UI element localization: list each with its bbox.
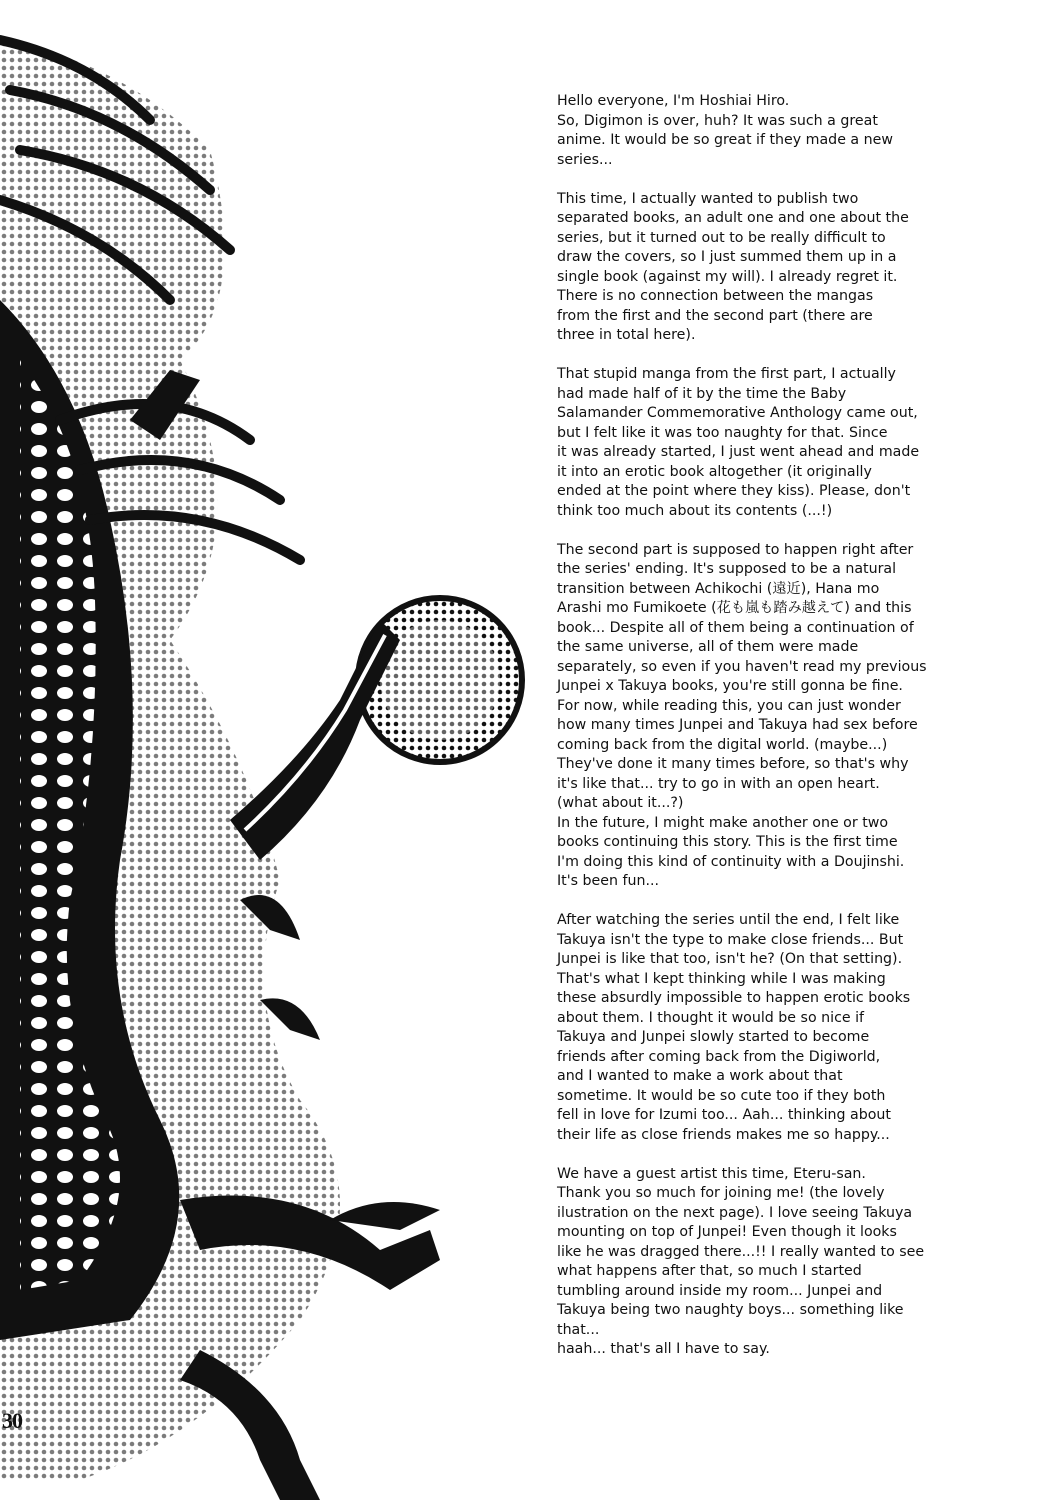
paragraph-second-part: The second part is supposed to happen right after the series' ending. It's supposed to be a natural transition between Achikochi (遠近), Hana mo Arashi mo Fumikoete (花も嵐も踏み越えて) and this book... Despite all of them being a continuation of the same universe, all of them were made separately, so even if you haven't read my previous Junpei x Takuya books, you're still gonna be fine. For now, while reading this, you can just wonder how many times Junpei and Takuya had sex before coming back from the digital world. (maybe...) They've done it many times before, so that's why it's like that... try to go in with an open heart. (what about it...?) [557,541,927,811]
greeting: Hello everyone, I'm Hoshiai Hiro. [557,93,790,109]
paragraph-intro: So, Digimon is over, huh? It was such a great anime. It would be so great if they made a new series... [557,112,893,168]
page-number: 30 [2,1408,22,1433]
paragraph-future: In the future, I might make another one or two books continuing this story. This is the first time I'm doing this kind of continuity with a Doujinshi. It's been fun... [557,814,905,889]
closing-line: haah... that's all I have to say. [557,1341,770,1357]
paragraph-first-part: That stupid manga from the first part, I actually had made half of it by the time the Baby Salamander Commemorative Anthology came out, but I felt like it was too naughty for that. Since it was already started, I just went ahead and made it into an erotic book altogether (it originally ended at the point where they kiss). Please, don't think too much about its contents (...!) [557,366,920,519]
paragraph-books: This time, I actually wanted to publish two separated books, an adult one and one about the series, but it turned out to be really difficult to draw the covers, so I just summed them up in a single book (against my will). I already regret it. There is no connection between the mangas from the first and the second part (there are three in total here). [557,190,909,343]
paragraph-series-thoughts: After watching the series until the end, I felt like Takuya isn't the type to make close friends... But Junpei is like that too, isn't he? (On that setting). That's what I kept thinking while I was making these absurdly impossible to happen erotic books about them. I thought it would be so nice if Takuya and Junpei slowly started to become friends after coming back from the Digiworld, and I wanted to make a work about that sometime. It would be so cute too if they both fell in love for Izumi too... Aah... thinking about their life as close friends makes me so happy... [557,912,911,1143]
paragraph-guest-artist: We have a guest artist this time, Eteru-san. Thank you so much for joining me! (the lovely ilustration on the next page). I love seeing Takuya mounting on top of Junpei! Even though it looks like he was dragged there...!! I really wanted to see what happens after that, so much I started tumbling around inside my room... Junpei and Takuya being two naughty boys... something like that... [557,1165,925,1338]
afterword-letter [557,92,987,1379]
